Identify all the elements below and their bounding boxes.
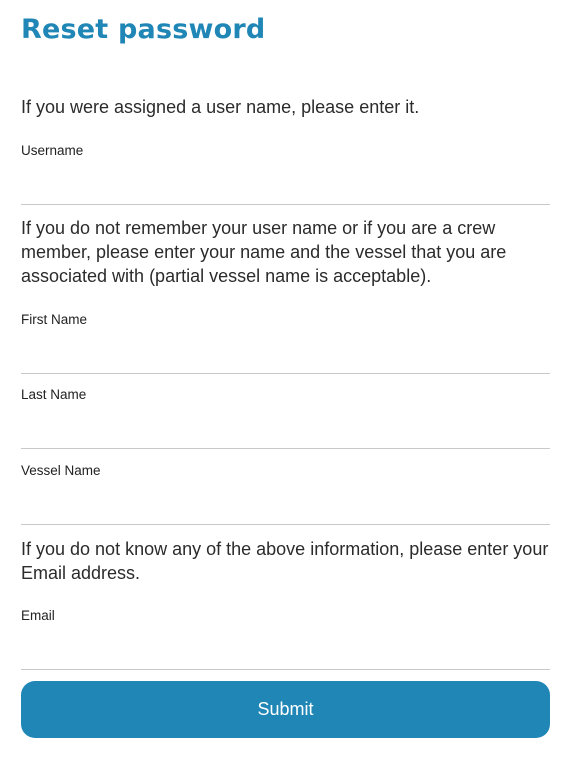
first-name-label: First Name (21, 312, 88, 327)
username-label: Username (21, 143, 84, 158)
email-label: Email (21, 608, 55, 623)
page-title: Reset password (21, 14, 266, 45)
username-instruction: If you were assigned a user name, please enter it. (21, 97, 420, 117)
vessel-name-label: Vessel Name (21, 463, 101, 478)
username-input[interactable] (21, 174, 550, 205)
first-name-input[interactable] (21, 343, 550, 374)
last-name-input[interactable] (21, 418, 550, 449)
email-input[interactable] (21, 639, 550, 670)
vessel-name-input[interactable] (21, 494, 550, 525)
last-name-label: Last Name (21, 387, 87, 402)
submit-button[interactable]: Submit (21, 681, 550, 738)
email-instruction: If you do not know any of the above information, please enter your Email address. (21, 539, 549, 583)
name-vessel-instruction: If you do not remember your user name or if you are a crew member, please enter your name and the vessel that you are associated with (partial vessel name is acceptable). (21, 218, 507, 286)
